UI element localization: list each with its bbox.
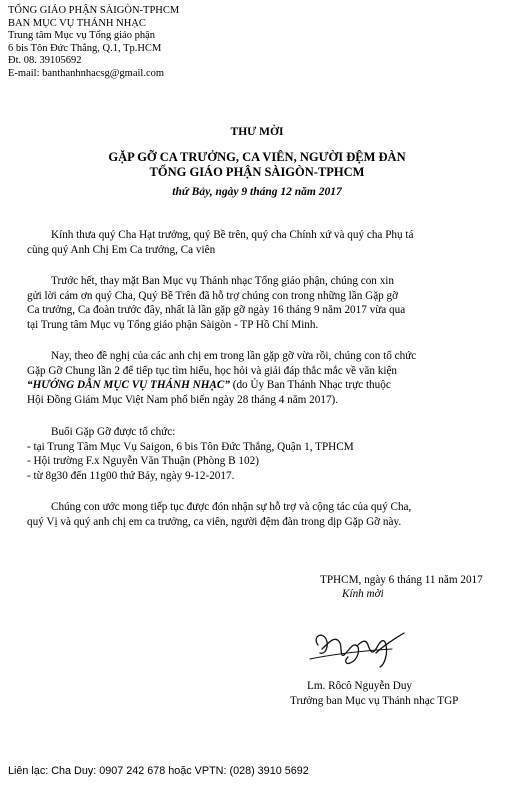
document-name-emphasis: “HƯỚNG DẪN MỤC VỤ THÁNH NHẠC” xyxy=(27,379,230,391)
invite-phrase: Kính mời xyxy=(342,588,384,600)
letterhead xyxy=(8,5,179,81)
event-title-line1: GẶP GỠ CA TRƯỞNG, CA VIÊN, NGƯỜI ĐỆM ĐÀN xyxy=(108,150,406,164)
paragraph-line: quý Vị và quý anh chị em ca trưởng, ca viên, người đệm đàn trong dịp Gặp Gỡ này. xyxy=(27,515,402,528)
document-title: THƯ MỜI xyxy=(230,126,284,138)
paragraph-line: Hội Đồng Giám Mục Việt Nam phổ biến ngày 28 tháng 4 năm 2017). xyxy=(27,393,339,406)
paragraph-line: Nay, theo đề nghị của các anh chị em trong lần gặp gỡ vừa rồi, chúng con tổ chức xyxy=(51,350,417,362)
paragraph-line: Chúng con ước mong tiếp tục được đón nhận sự hỗ trợ và cộng tác của quý Cha, xyxy=(51,501,412,513)
paragraph-closing xyxy=(27,500,497,529)
paragraph-line: Trước hết, thay mặt Ban Mục vụ Thánh nhạc Tổng giáo phận, chúng con xin xyxy=(51,275,394,287)
paragraph-line xyxy=(27,378,497,393)
salutation-line: cùng quý Anh Chị Em Ca trưởng, Ca viên xyxy=(27,243,216,256)
event-date: thứ Bảy, ngày 9 tháng 12 năm 2017 xyxy=(172,186,342,198)
salutation-line: Kính thưa quý Cha Hạt trưởng, quý Bề trên, quý cha Chính xứ và quý cha Phụ tá xyxy=(51,229,414,241)
event-title xyxy=(0,150,514,179)
signer-block xyxy=(290,679,459,708)
event-room: - Hội trường F.x Nguyễn Văn Thuận (Phòng B 102) xyxy=(27,455,259,467)
event-details-intro: Buổi Gặp Gỡ được tổ chức: xyxy=(51,426,176,438)
letter-date: TPHCM, ngày 6 tháng 11 năm 2017 xyxy=(320,574,483,586)
paragraph-line: gửi lời cám ơn quý Cha, Quý Bề Trên đã hỗ trợ chúng con trong những lần Gặp gỡ xyxy=(27,289,399,302)
signer-title: Trưởng ban Mục vụ Thánh nhạc TGP xyxy=(290,694,459,707)
event-time: - từ 8g30 đến 11g00 thứ Bảy, ngày 9-12-2017. xyxy=(27,469,235,482)
paragraph-text: (do Ủy Ban Thánh Nhạc trực thuộc xyxy=(229,379,391,391)
contact-line: Liên lạc: Cha Duy: 0907 242 678 hoặc VPTN: (028) 3910 5692 xyxy=(8,765,309,777)
event-location: - tại Trung Tâm Mục Vụ Saigon, 6 bis Tôn Đức Thắng, Quận 1, TPHCM xyxy=(27,440,354,453)
letterhead-email: E-mail: banthanhnhacsg@gmail.com xyxy=(8,67,165,79)
event-details xyxy=(27,425,497,483)
paragraph-line: tại Trung tâm Mục vụ Tổng giáo phận Sàigòn - TP Hồ Chí Minh. xyxy=(27,318,319,331)
paragraph-thanks xyxy=(27,274,497,332)
letterhead-address: 6 bis Tôn Đức Thắng, Q.1, Tp.HCM xyxy=(8,42,162,54)
letterhead-center: Trung tâm Mục vụ Tổng giáo phận xyxy=(8,30,155,42)
letterhead-committee: BAN MỤC VỤ THÁNH NHẠC xyxy=(8,17,146,29)
event-title-line2: TỔNG GIÁO PHẬN SÀIGÒN-TPHCM xyxy=(149,164,365,179)
salutation xyxy=(27,228,497,257)
letterhead-phone: Đt. 08. 39105692 xyxy=(8,55,82,67)
signer-name: Lm. Rôcô Nguyễn Duy xyxy=(307,680,413,692)
paragraph-line: Gặp Gỡ Chung lần 2 để tiếp tục tìm hiểu, học hỏi và giải đáp thắc mắc về văn kiện xyxy=(27,364,398,377)
paragraph-purpose xyxy=(27,349,497,407)
letterhead-archdiocese: TỔNG GIÁO PHẬN SÀIGÒN-TPHCM xyxy=(8,5,180,16)
signature-icon xyxy=(300,615,410,670)
paragraph-line: Ca trưởng, Ca đoàn trước đây, nhất là lần gặp gỡ ngày 16 tháng 9 năm 2017 vừa qua xyxy=(27,304,406,316)
